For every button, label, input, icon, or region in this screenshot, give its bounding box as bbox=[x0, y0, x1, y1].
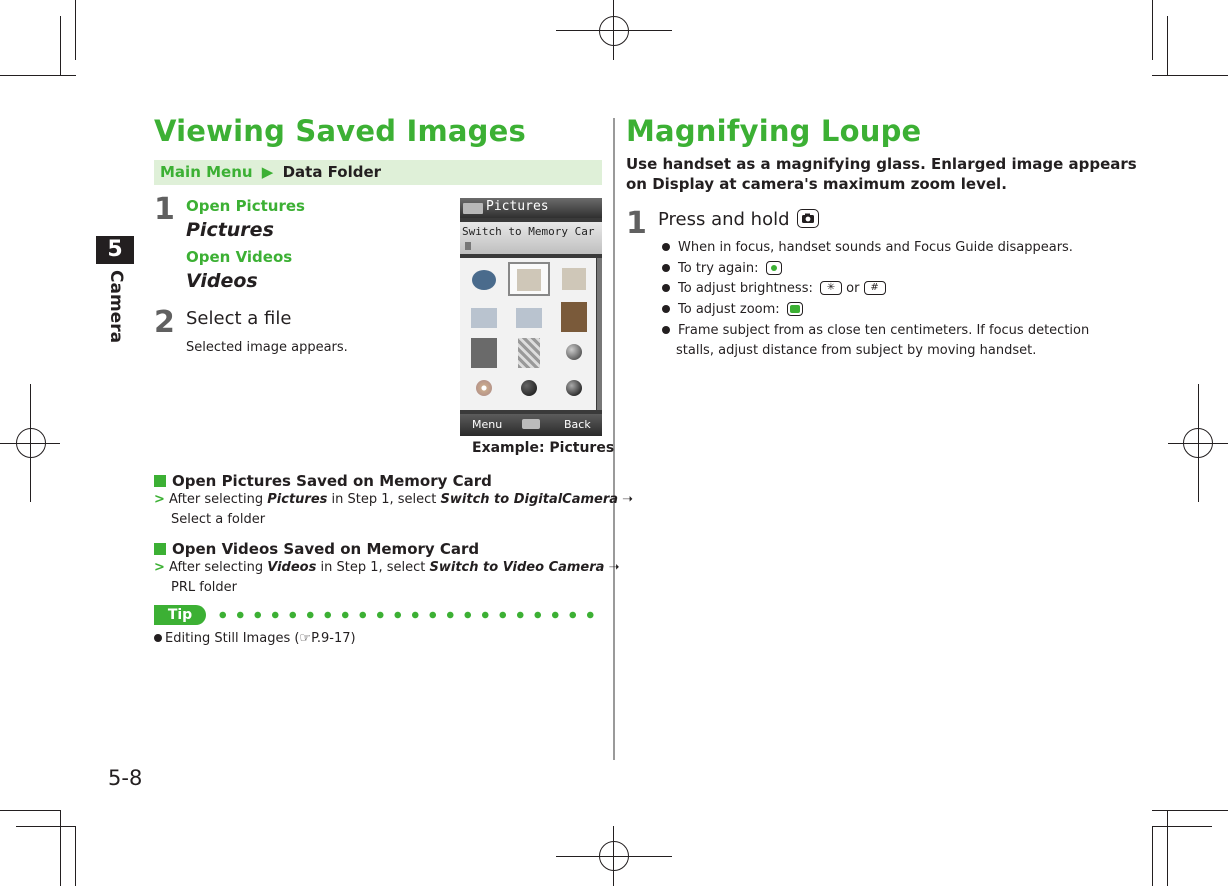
grid-cell-selected bbox=[508, 262, 550, 296]
loupe-bullet-5: Frame subject from as close ten centimeters. If focus detection bbox=[662, 323, 1089, 338]
section-2-heading: Open Videos Saved on Memory Card bbox=[154, 540, 479, 558]
phone-header-title: Pictures bbox=[486, 199, 549, 214]
loupe-intro-line2: on Display at camera's maximum zoom level. bbox=[626, 175, 1007, 193]
bullet-icon bbox=[662, 264, 670, 272]
reference-icon: ☞ bbox=[299, 631, 312, 646]
chapter-name: Camera bbox=[106, 270, 126, 344]
grid-cell bbox=[508, 372, 550, 406]
section-1-body: > After selecting Pictures in Step 1, select Switch to DigitalCamera ➝ bbox=[154, 492, 634, 507]
phone-grid bbox=[460, 258, 596, 410]
grid-cell-photo-dog bbox=[553, 300, 595, 334]
tip-dotted-line bbox=[214, 611, 604, 619]
chevron-right-icon: > bbox=[154, 560, 165, 575]
folder-icon bbox=[463, 203, 483, 214]
grid-cell bbox=[553, 372, 595, 406]
square-bullet-icon bbox=[154, 475, 166, 487]
phone-header bbox=[460, 198, 602, 218]
grid-cell-photo bbox=[508, 336, 550, 370]
section-1-body-line2: Select a folder bbox=[171, 512, 266, 527]
loupe-bullet-1: When in focus, handset sounds and Focus Guide disappears. bbox=[662, 240, 1073, 255]
section-2-body-line2: PRL folder bbox=[171, 580, 237, 595]
grid-cell-photo bbox=[463, 336, 505, 370]
phone-caption: Example: Pictures bbox=[472, 440, 615, 456]
section-title-magnifying-loupe: Magnifying Loupe bbox=[626, 114, 922, 148]
grid-cell bbox=[463, 372, 505, 406]
page-number: 5-8 bbox=[108, 766, 143, 790]
loupe-bullet-4: To adjust zoom: bbox=[662, 302, 803, 317]
breadcrumb-data-folder: Data Folder bbox=[282, 163, 382, 181]
softkey-menu: Menu bbox=[472, 418, 503, 431]
grid-cell bbox=[553, 336, 595, 370]
step-2-number: 2 bbox=[154, 305, 175, 340]
bullet-icon bbox=[662, 284, 670, 292]
chevron-right-icon: > bbox=[154, 492, 165, 507]
bullet-icon bbox=[154, 634, 162, 642]
grid-cell bbox=[553, 262, 595, 296]
loupe-bullet-5-line2: stalls, adjust distance from subject by moving handset. bbox=[676, 343, 1037, 358]
page-title: Viewing Saved Images bbox=[154, 114, 526, 148]
hash-key-icon: # bbox=[864, 281, 886, 295]
phone-screen bbox=[460, 198, 602, 436]
option-pictures-value: Pictures bbox=[186, 219, 274, 241]
softkey-back: Back bbox=[564, 418, 591, 431]
option-open-videos: Open Videos bbox=[186, 248, 293, 266]
loupe-bullet-2: To try again: bbox=[662, 261, 782, 276]
option-videos-value: Videos bbox=[186, 270, 258, 292]
star-key-icon: ✳ bbox=[820, 281, 842, 295]
step-2-text: Select a file bbox=[186, 308, 292, 329]
center-key-icon bbox=[766, 261, 782, 275]
camera-key-icon bbox=[797, 209, 819, 228]
section-1-heading: Open Pictures Saved on Memory Card bbox=[154, 472, 492, 490]
loupe-step-1-text: Press and hold bbox=[658, 209, 819, 230]
bullet-icon bbox=[662, 243, 670, 251]
bullet-icon bbox=[662, 305, 670, 313]
phone-banner: Switch to Memory Car bbox=[460, 222, 602, 254]
tip-label: Tip bbox=[154, 605, 206, 625]
breadcrumb bbox=[154, 160, 602, 185]
section-2-body: > After selecting Videos in Step 1, select Switch to Video Camera ➝ bbox=[154, 560, 620, 575]
step-2-result: Selected image appears. bbox=[186, 340, 348, 355]
grid-cell bbox=[508, 300, 550, 334]
loupe-bullet-3: To adjust brightness: ✳ or # bbox=[662, 281, 886, 296]
tip-text: Editing Still Images (☞P.9-17) bbox=[154, 631, 356, 646]
breadcrumb-arrow-icon: ▶ bbox=[261, 163, 274, 181]
memory-card-icon bbox=[465, 242, 471, 250]
grid-cell bbox=[463, 300, 505, 334]
softkey-center-icon bbox=[522, 419, 540, 429]
column-divider bbox=[613, 118, 615, 760]
chapter-tab: 5 bbox=[96, 236, 134, 264]
phone-softkeys bbox=[460, 414, 602, 436]
zoom-key-icon bbox=[787, 302, 803, 316]
grid-cell bbox=[463, 262, 505, 296]
step-1-number: 1 bbox=[154, 192, 175, 227]
loupe-intro-line1: Use handset as a magnifying glass. Enlarged image appears bbox=[626, 155, 1137, 173]
square-bullet-icon bbox=[154, 543, 166, 555]
bullet-icon bbox=[662, 326, 670, 334]
option-open-pictures: Open Pictures bbox=[186, 197, 305, 215]
breadcrumb-main-menu: Main Menu bbox=[160, 163, 253, 181]
phone-scrollbar bbox=[597, 258, 602, 410]
loupe-step-1-number: 1 bbox=[626, 206, 647, 241]
